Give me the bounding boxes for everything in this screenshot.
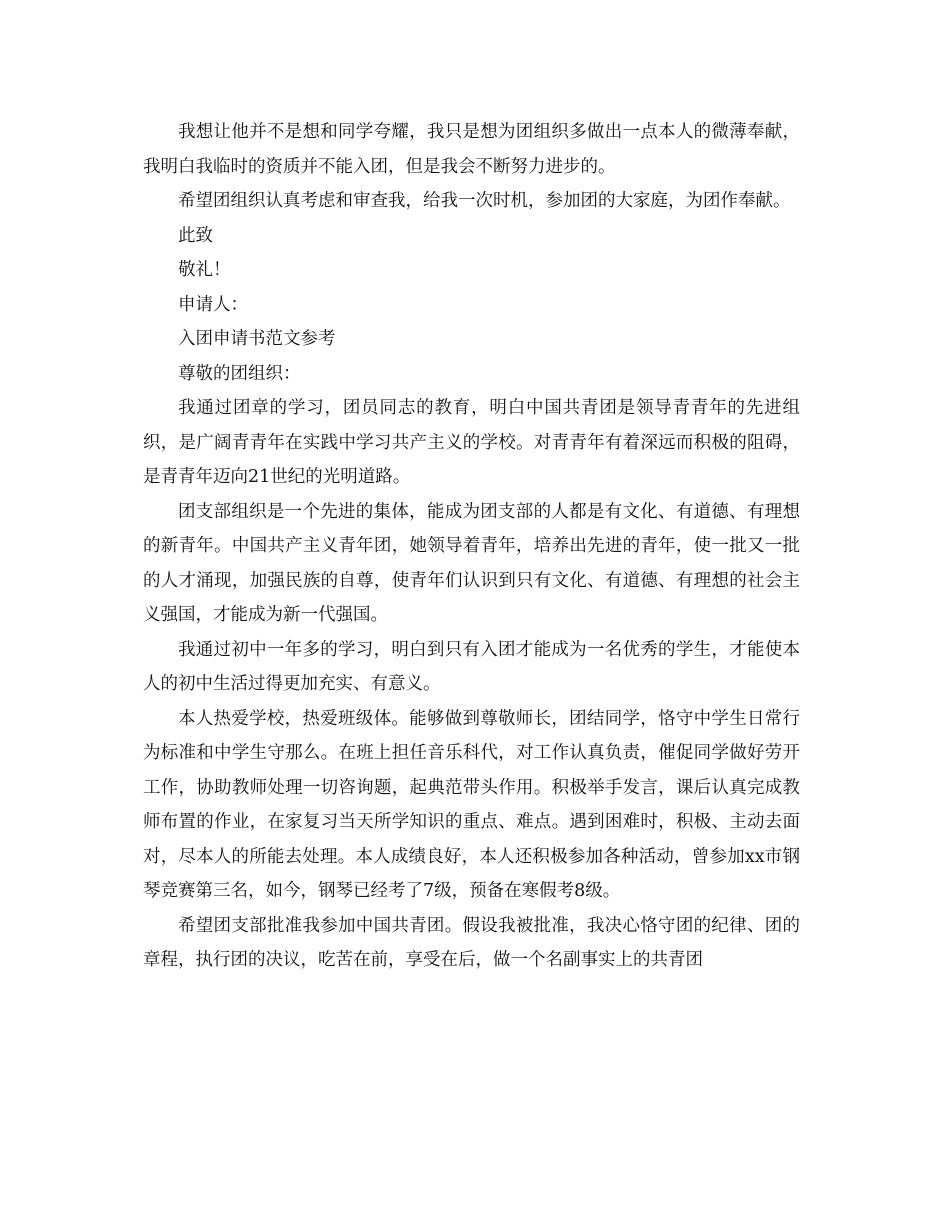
paragraph-junior-high: 我通过初中一年多的学习，明白到只有入团才能成为一名优秀的学生，才能使本人的初中生活过得更加充实、有意义。 — [143, 639, 800, 694]
paragraph-branch-collective: 团支部组织是一个先进的集体，能成为团支部的人都是有文化、有道德、有理想的新青年。中国共产主义青年团，她领导着青年，培养出先进的青年，使一批又一批的人才涌现，加强民族的自尊，使青年们认识到只有文化、有道德、有理想的社会主义强国，才能成为新一代强国。 — [143, 501, 800, 625]
salutation: 尊敬的团组织： — [178, 363, 301, 384]
closing-cizhi: 此致 — [178, 225, 213, 246]
closing-jingli: 敬礼！ — [178, 260, 231, 280]
applicant-line: 申请人： — [178, 294, 248, 315]
paragraph-request-approval: 希望团支部批准我参加中国共青团。假设我被批准，我决心恪守团的纪律、团的章程，执行团的决议，吃苦在前，享受在后，做一个名副事实上的共青团 — [143, 915, 800, 970]
section-heading: 入团申请书范文参考 — [178, 329, 336, 349]
paragraph-self-description: 本人热爱学校，热爱班级体。能够做到尊敬师长，团结同学，恪守中学生日常行为标准和中学生守那么。在班上担任音乐科代，对工作认真负责，催促同学做好劳开工作，协助教师处理一切咨询题，起典范带头作用。积极举手发言，课后认真完成教师布置的作业，在家复习当天所学知识的重点、难点。遇到困难时，积极、主动去面对，尽本人的所能去处理。本人成绩良好，本人还积极参加各种活动，曾参加xx市钢琴竞赛第三名，如今，钢琴已经考了7级，预备在寒假考8级。 — [143, 708, 800, 901]
paragraph-league-charter: 我通过团章的学习，团员同志的教育，明白中国共青团是领导青青年的先进组织，是广阔青青年在实践中学习共产主义的学校。对青青年有着深远而积极的阻碍，是青青年迈向21世纪的光明道路。 — [143, 398, 800, 487]
paragraph-contribution: 我想让他并不是想和同学夸耀，我只是想为团组织多做出一点本人的微薄奉献，我明白我临时的资质并不能入团，但是我会不断努力进步的。 — [143, 122, 800, 177]
paragraph-request-review: 希望团组织认真考虑和审查我，给我一次时机，参加团的大家庭，为团作奉献。 — [178, 191, 791, 211]
